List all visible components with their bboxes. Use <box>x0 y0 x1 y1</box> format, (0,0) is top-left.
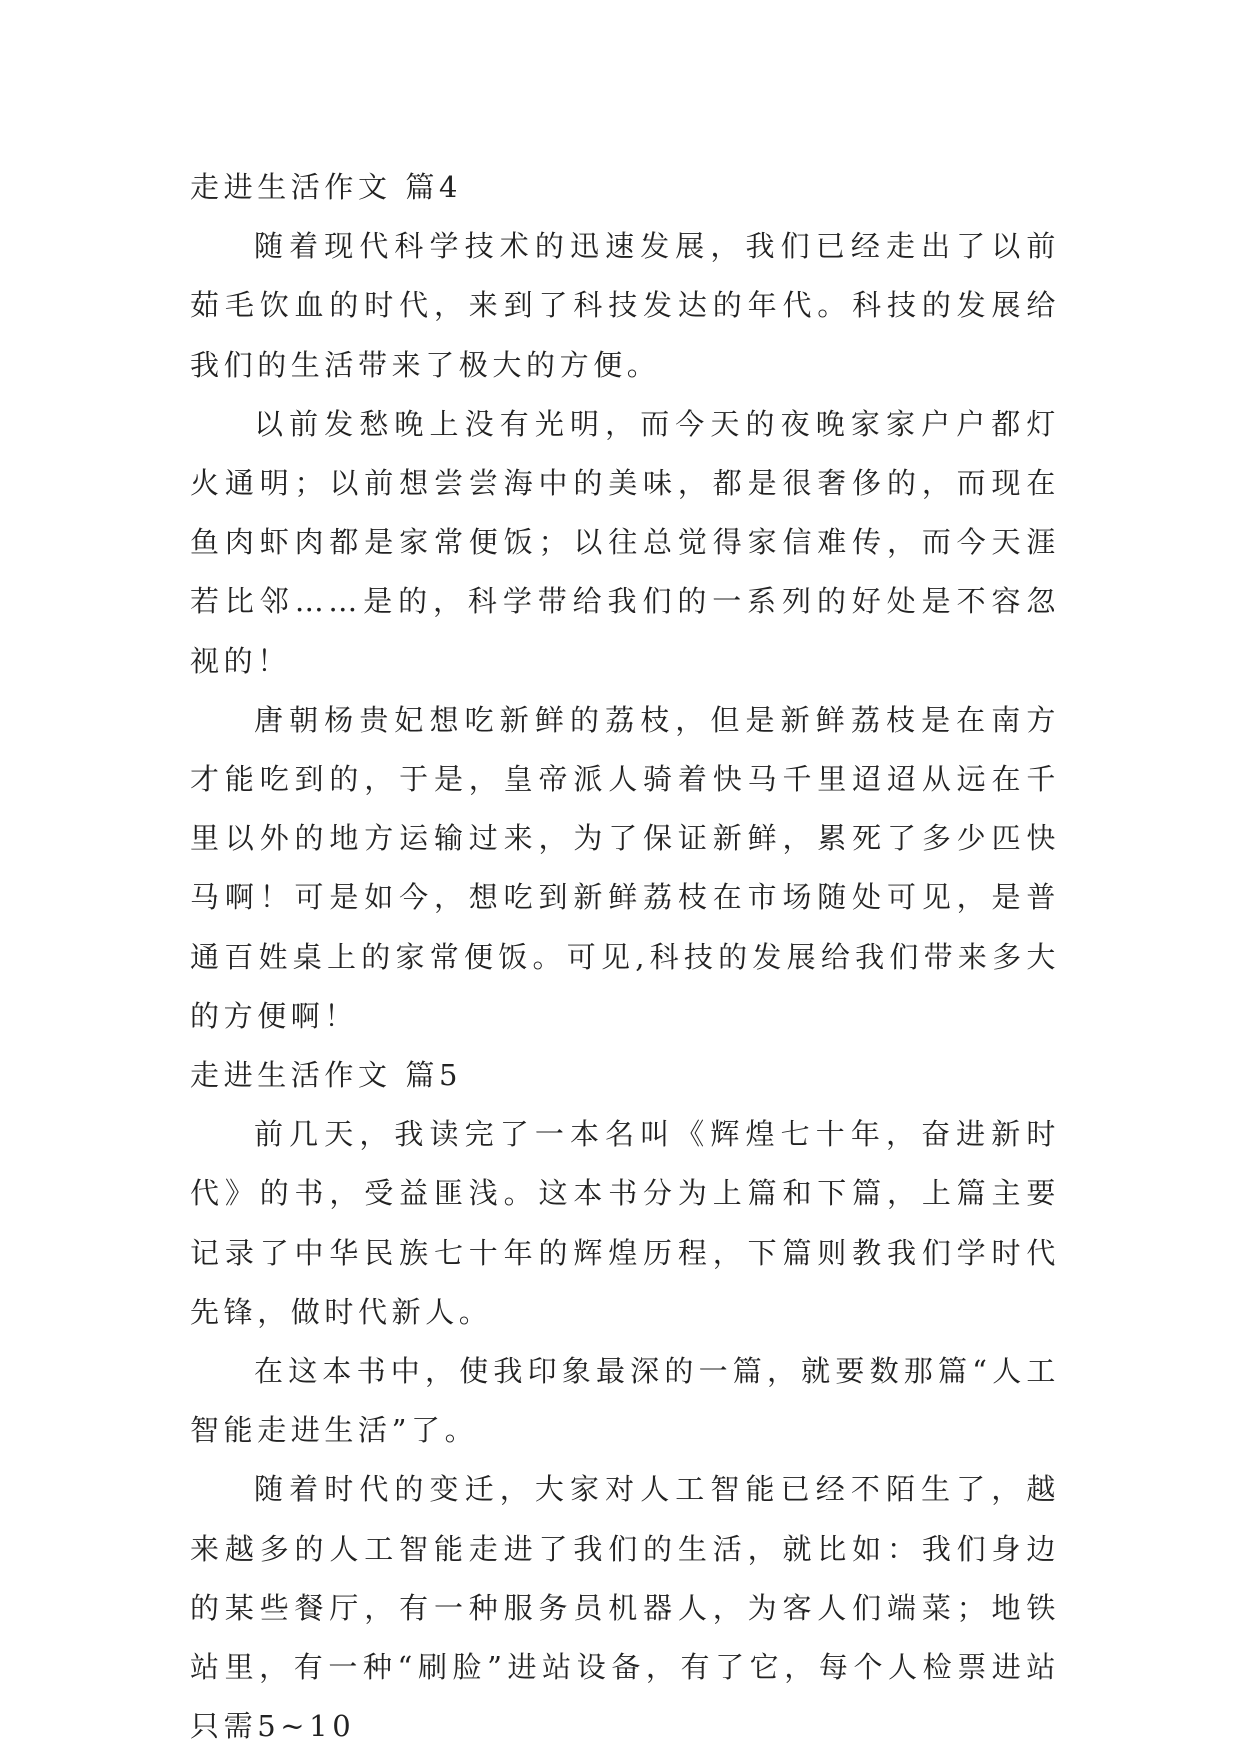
paragraph: 在这本书中，使我印象最深的一篇，就要数那篇“人工智能走进生活”了。 <box>190 1354 1060 1448</box>
essay-section-4 <box>190 158 1060 1046</box>
section-heading: 走进生活作文 篇4 <box>190 170 463 204</box>
paragraph: 随着时代的变迁，大家对人工智能已经不陌生了，越来越多的人工智能走进了我们的生活，就比如：我们身边的某些餐厅，有一种服务员机器人，为客人们端菜；地铁站里，有一种“刷脸”进站设备，有了它，每个人检票进站只需5~10 <box>190 1472 1060 1744</box>
paragraph: 以前发愁晚上没有光明，而今天的夜晚家家户户都灯火通明；以前想尝尝海中的美味，都是很奢侈的，而现在鱼肉虾肉都是家常便饭；以往总觉得家信难传，而今天涯若比邻……是的，科学带给我们的一系列的好处是不容忽视的！ <box>190 406 1060 678</box>
paragraph: 前几天，我读完了一本名叫《辉煌七十年，奋进新时代》的书，受益匪浅。这本书分为上篇和下篇，上篇主要记录了中华民族七十年的辉煌历程，下篇则教我们学时代先锋，做时代新人。 <box>190 1117 1060 1329</box>
section-heading: 走进生活作文 篇5 <box>190 1058 463 1093</box>
paragraph: 唐朝杨贵妃想吃新鲜的荔枝，但是新鲜荔枝是在南方才能吃到的，于是，皇帝派人骑着快马千里迢迢从远在千里以外的地方运输过来，为了保证新鲜，累死了多少匹快马啊！可是如今，想吃到新鲜荔枝在市场随处可见，是普通百姓桌上的家常便饭。可见,科技的发展给我们带来多大的方便啊！ <box>190 702 1060 1033</box>
essay-section-5 <box>190 1046 1060 1756</box>
document-body <box>190 158 1060 1756</box>
paragraph: 随着现代科学技术的迅速发展，我们已经走出了以前茹毛饮血的时代，来到了科技发达的年代。科技的发展给我们的生活带来了极大的方便。 <box>190 229 1060 382</box>
